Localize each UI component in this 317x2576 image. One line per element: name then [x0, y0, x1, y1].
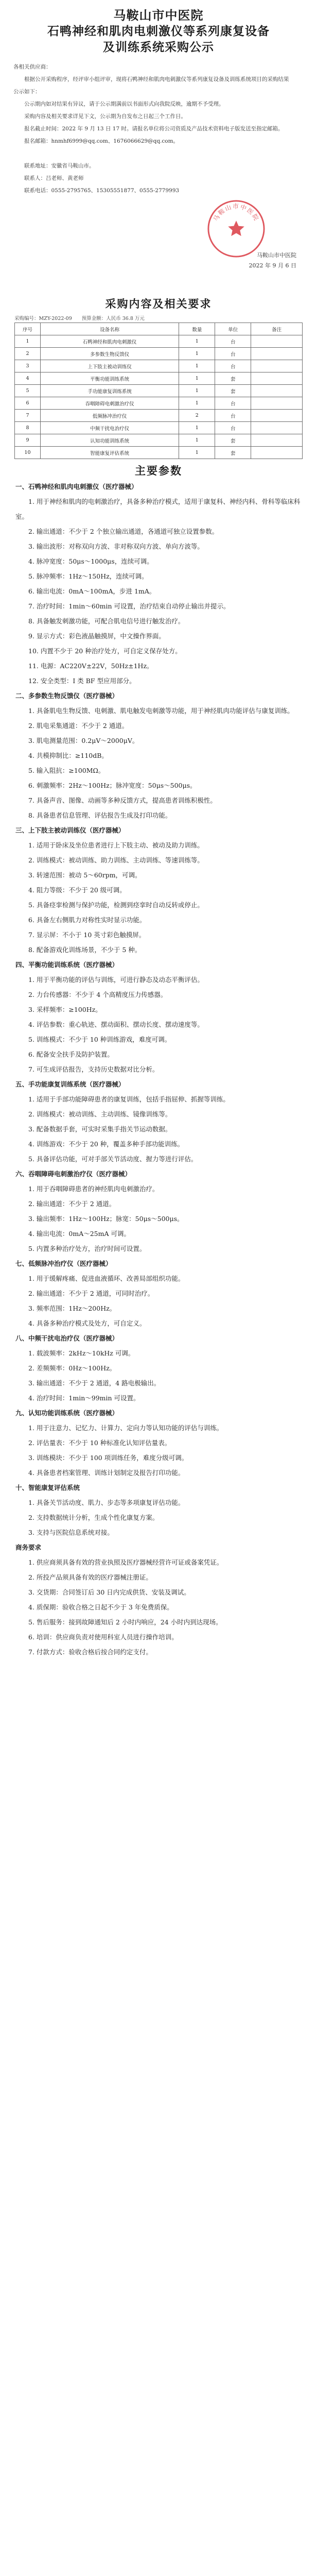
- table-cell: 5: [15, 385, 41, 397]
- param-heading: 二、多参数生物反馈仪（医疗器械）: [15, 692, 119, 700]
- contact-person: 联系人：吕老师、黄老师: [24, 175, 84, 181]
- param-line: 12. 安全类型：I 类 BF 型应用部分。: [28, 677, 136, 685]
- param-line: 6. 输出电流：0mA～100mA，步进 1mA。: [28, 587, 156, 595]
- table-cell: 台: [215, 422, 251, 434]
- param-line: 3. 采样频率：≥100Hz。: [28, 1006, 102, 1013]
- table-cell: [251, 360, 303, 372]
- param-line: 1. 适用于卧床及坐位患者进行上下肢主动、被动及助力训练。: [28, 841, 204, 849]
- section-title-parameters: 主要参数: [135, 464, 182, 477]
- table-cell: 台: [215, 360, 251, 372]
- param-line: 3. 频率范围：1Hz～200Hz。: [28, 1304, 116, 1312]
- param-line: 3. 输出频率：1Hz～100Hz；脉宽：50μs～500μs。: [28, 1215, 184, 1223]
- table-meta: 采购编号：MZY-2022-09 预算金额：人民币 36.8 万元: [14, 316, 145, 321]
- param-line: 3. 交货期：合同签订后 30 日内完成供货、安装及调试。: [28, 1588, 190, 1596]
- table-cell: 1: [179, 335, 215, 348]
- param-line: 1. 用于吞咽障碍患者的神经肌肉电刺激治疗。: [28, 1185, 159, 1193]
- param-line: 2. 输出通道：不少于 2 通道，可同时治疗。: [28, 1290, 154, 1297]
- param-heading: 八、中频干扰电治疗仪（医疗器械）: [15, 1334, 119, 1342]
- table-cell: 台: [215, 335, 251, 348]
- param-line: 7. 治疗时间：1min～60min 可设置，治疗结束自动停止输出并提示。: [28, 602, 230, 610]
- param-line: 2. 差频频率：0Hz～100Hz。: [28, 1364, 116, 1372]
- table-cell: [251, 422, 303, 434]
- param-heading: 一、石鸭神经和肌肉电刺激仪（医疗器械）: [15, 483, 138, 490]
- table-row: [15, 360, 303, 372]
- table-row: [15, 434, 303, 447]
- param-heading: 四、平衡功能训练系统（医疗器械）: [15, 961, 119, 969]
- col-header: 单位: [215, 323, 251, 335]
- table-cell: 2: [15, 348, 41, 360]
- param-heading: 七、低频脉冲治疗仪（医疗器械）: [15, 1260, 112, 1267]
- table-row: [15, 335, 303, 348]
- param-line: 6. 具备左右侧肌力对称性实时显示功能。: [28, 916, 146, 924]
- param-line: 2. 输出通道：不少于 2 个独立输出通道，各通道可独立设置参数。: [28, 528, 219, 535]
- table-cell: [251, 335, 303, 348]
- table-cell: 吞咽障碍电刺激治疗仪: [40, 397, 179, 410]
- param-line: 4. 输出电流：0mA～25mA 可调。: [28, 1230, 130, 1238]
- param-line: 3. 输出通道：不少于 2 通道，4 路电极输出。: [28, 1379, 161, 1387]
- contact-phone: 联系电话：0555-2795765、15305551877、0555-2779993: [24, 188, 180, 194]
- table-cell: 4: [15, 372, 41, 385]
- table-cell: 套: [215, 385, 251, 397]
- table-cell: 6: [15, 397, 41, 410]
- table-cell: 手功能康复训练系统: [40, 385, 179, 397]
- param-line: 3. 支持与医院信息系统对接。: [28, 1529, 114, 1536]
- param-heading: 三、上下肢主被动训练仪（医疗器械）: [15, 826, 125, 834]
- table-cell: 10: [15, 447, 41, 459]
- contact-address: 联系地址：安徽省马鞍山市。: [24, 163, 95, 169]
- param-line: 10. 内置不少于 20 种治疗处方，可自定义保存处方。: [28, 647, 182, 655]
- table-row: [15, 385, 303, 397]
- table-cell: [251, 397, 303, 410]
- table-cell: 1: [179, 348, 215, 360]
- param-line: 11. 电源：AC220V±22V，50Hz±1Hz。: [28, 662, 153, 670]
- param-line: 2. 输出通道：不少于 2 通道。: [28, 1200, 116, 1208]
- notice-paragraph: 采购内容及相关要求详见下文，公示期为自发布之日起三个工作日。: [24, 113, 186, 120]
- table-cell: 套: [215, 372, 251, 385]
- table-cell: 多参数生物反馈仪: [40, 348, 179, 360]
- col-header: 设备名称: [40, 323, 179, 335]
- param-line: 3. 训练模块：不少于 100 项训练任务，难度分级可调。: [28, 1454, 188, 1462]
- header-line-1: 马鞍山市中医院: [113, 8, 204, 23]
- param-heading: 六、吞咽障碍电刺激治疗仪（医疗器械）: [15, 1170, 132, 1178]
- param-line: 1. 载波频率：2kHz～10kHz 可调。: [28, 1349, 135, 1357]
- table-cell: 低频脉冲治疗仪: [40, 410, 179, 422]
- table-cell: 石鸭神经和肌肉电刺激仪: [40, 335, 179, 348]
- param-line: 9. 显示方式：彩色液晶触摸屏，中文操作界面。: [28, 632, 165, 640]
- param-line: 6. 刺激频率：2Hz～100Hz；脉冲宽度：50μs～500μs。: [28, 782, 197, 789]
- table-cell: 套: [215, 447, 251, 459]
- col-header: 数量: [179, 323, 215, 335]
- param-heading: 十、智能康复评估系统: [15, 1484, 80, 1492]
- param-line: 2. 所投产品须具备有效的医疗器械注册证。: [28, 1573, 152, 1581]
- param-line: 4. 治疗时间：1min～99min 可设置。: [28, 1394, 140, 1402]
- table-cell: 3: [15, 360, 41, 372]
- table-cell: 智能康复评估系统: [40, 447, 179, 459]
- table-cell: [251, 410, 303, 422]
- table-cell: 1: [15, 335, 41, 348]
- param-line: 1. 供应商须具备有效的营业执照及医疗器械经营许可证或备案凭证。: [28, 1558, 223, 1566]
- table-cell: 中频干扰电治疗仪: [40, 422, 179, 434]
- table-cell: 8: [15, 422, 41, 434]
- table-row: [15, 348, 303, 360]
- col-header: 备注: [251, 323, 303, 335]
- table-row: [15, 410, 303, 422]
- param-line: 4. 质保期：验收合格之日起不少于 3 年免费质保。: [28, 1603, 173, 1611]
- table-cell: [251, 447, 303, 459]
- table-cell: 平衡功能训练系统: [40, 372, 179, 385]
- notice-paragraph: 报名邮箱：hnmhf6999@qq.com、1676066629@qq.com。: [24, 138, 179, 144]
- notice-block: [13, 61, 291, 197]
- notice-paragraph: 报名截止时间：2022 年 9 月 13 日 17 时。请报名单位将公司资质及产品技术资料电子版发送至指定邮箱。: [24, 126, 284, 132]
- table-cell: 上下肢主被动训练仪: [40, 360, 179, 372]
- table-cell: 7: [15, 410, 41, 422]
- signer-date: 2022 年 9 月 6 日: [249, 262, 296, 269]
- param-line: 4. 训练游戏：不少于 20 种，覆盖多种手部功能训练。: [28, 1140, 184, 1148]
- param-heading: 五、手功能康复训练系统（医疗器械）: [15, 1080, 125, 1088]
- param-line: 2. 力台传感器：不少于 4 个高精度压力传感器。: [28, 991, 167, 998]
- param-line: 6. 配备安全扶手及防护装置。: [28, 1050, 114, 1058]
- document-header: [0, 7, 317, 55]
- signer-block: [183, 250, 296, 271]
- notice-greeting: 各相关供应商：: [13, 64, 51, 70]
- param-line: 4. 共模抑制比：≥110dB。: [28, 752, 108, 759]
- param-line: 1. 具备关节活动度、肌力、步态等多项康复评估功能。: [28, 1499, 185, 1506]
- procurement-table: [14, 323, 303, 459]
- param-line: 7. 具备声音、图像、动画等多种反馈方式，提高患者训练积极性。: [28, 796, 217, 804]
- param-line: 1. 用于平衡功能的评估与训练，可进行静态及动态平衡评估。: [28, 976, 204, 984]
- signer-org: 马鞍山市中医院: [257, 252, 296, 259]
- param-line: 2. 训练模式：被动训练、助力训练、主动训练、等速训练等。: [28, 856, 204, 864]
- table-cell: 套: [215, 434, 251, 447]
- param-line: 8. 具备患者信息管理、评估报告生成及打印功能。: [28, 811, 172, 819]
- table-cell: 台: [215, 410, 251, 422]
- table-row: [15, 447, 303, 459]
- table-cell: 2: [179, 410, 215, 422]
- seal-text: 马鞍山市中医院: [212, 202, 261, 223]
- param-line: 8. 配备游戏化训练场景，不少于 5 种。: [28, 946, 142, 954]
- contact-block: [13, 160, 291, 197]
- param-line: 1. 用于缓解疼痛、促进血液循环、改善局部组织功能。: [28, 1275, 185, 1282]
- param-line: 5. 脉冲频率：1Hz～150Hz，连续可调。: [28, 572, 148, 580]
- param-line: 5. 具备评估功能，可对手部关节活动度、握力等进行评估。: [28, 1155, 198, 1163]
- table-cell: 1: [179, 434, 215, 447]
- table-header-row: [15, 323, 303, 335]
- table-cell: [251, 348, 303, 360]
- parameters-body: [15, 479, 304, 1659]
- param-line: 3. 肌电测量范围：0.2μV～2000μV。: [28, 737, 139, 744]
- param-line: 1. 具备肌电生物反馈、电刺激、肌电触发电刺激等功能，用于神经肌肉功能评估与康复训练。: [28, 707, 294, 715]
- table-cell: 9: [15, 434, 41, 447]
- param-line: 2. 训练模式：被动训练、主动训练、镜像训练等。: [28, 1110, 172, 1118]
- table-cell: 认知功能训练系统: [40, 434, 179, 447]
- table-cell: 1: [179, 422, 215, 434]
- table-row: [15, 397, 303, 410]
- param-line: 3. 转速范围：被动 5～60rpm，可调。: [28, 871, 142, 879]
- table-row: [15, 422, 303, 434]
- header-line-2: 石鸭神经和肌肉电刺激仪等系列康复设备: [47, 24, 270, 38]
- table-cell: 台: [215, 397, 251, 410]
- param-line: 4. 评估参数：重心轨迹、摆动面积、摆动长度、摆动速度等。: [28, 1021, 204, 1028]
- param-heading: 九、认知功能训练系统（医疗器械）: [15, 1409, 119, 1417]
- table-cell: 1: [179, 372, 215, 385]
- param-line: 5. 具备痉挛检测与保护功能，检测到痉挛时自动反转或停止。: [28, 901, 204, 909]
- param-line: 4. 脉冲宽度：50μs～1000μs，连续可调。: [28, 557, 153, 565]
- param-line: 3. 配备数据手套，可实时采集手指关节运动数据。: [28, 1125, 172, 1133]
- table-cell: 1: [179, 385, 215, 397]
- param-line: 6. 培训：供应商负责对使用科室人员进行操作培训。: [28, 1633, 178, 1641]
- param-line: 5. 售后服务：接到故障通知后 2 小时内响应，24 小时内到达现场。: [28, 1618, 222, 1626]
- table-row: [15, 372, 303, 385]
- param-line: 2. 支持数据统计分析，生成个性化康复方案。: [28, 1514, 159, 1521]
- table-cell: [251, 434, 303, 447]
- table-cell: [251, 372, 303, 385]
- param-line: 2. 肌电采集通道：不少于 2 通道。: [28, 722, 129, 730]
- param-line: 8. 具备触发刺激功能，可配合肌电信号进行触发治疗。: [28, 617, 185, 625]
- header-line-3: 及训练系统采购公示: [103, 40, 214, 54]
- param-line: 4. 具备患者档案管理、训练计划制定及报告打印功能。: [28, 1469, 185, 1477]
- table-cell: 1: [179, 360, 215, 372]
- table-cell: 1: [179, 397, 215, 410]
- col-header: 序号: [15, 323, 41, 335]
- notice-paragraph: 公示期内如对结果有异议，请于公示期满前以书面形式向我院反映，逾期不予受理。: [24, 101, 224, 107]
- param-line: 7. 显示屏：不小于 10 英寸彩色触摸屏。: [28, 931, 146, 939]
- param-line: 1. 用于注意力、记忆力、计算力、定向力等认知功能的评估与训练。: [28, 1424, 223, 1432]
- section-title-procurement: 采购内容及相关要求: [105, 297, 212, 310]
- param-line: 1. 用于神经和肌肉的电刺激治疗，具备多种治疗模式，适用于康复科、神经内科、骨科等临床科室。: [15, 498, 301, 520]
- param-line: 5. 训练模式：不少于 10 种训练游戏，难度可调。: [28, 1036, 171, 1043]
- table-cell: 台: [215, 348, 251, 360]
- param-heading: 商务要求: [15, 1544, 42, 1551]
- param-line: 5. 内置多种治疗处方，治疗时间可设置。: [28, 1245, 146, 1252]
- notice-paragraph: 根据公开采购程序，经评审小组评审，现将石鸭神经和肌肉电刺激仪等系列康复设备及训练系统项目的采购结果公示如下：: [13, 76, 289, 95]
- table-cell: [251, 385, 303, 397]
- param-line: 5. 输入阻抗：≥100MΩ。: [28, 767, 105, 774]
- param-line: 2. 评估量表：不少于 10 种标准化认知评估量表。: [28, 1439, 171, 1447]
- param-line: 3. 输出波形：对称双向方波、非对称双向方波、单向方波等。: [28, 543, 204, 550]
- table-cell: 1: [179, 447, 215, 459]
- param-line: 7. 付款方式：验收合格后按合同约定支付。: [28, 1648, 152, 1656]
- param-line: 1. 适用于手部功能障碍患者的康复训练，包括手指屈伸、抓握等训练。: [28, 1095, 230, 1103]
- param-line: 4. 阻力等级：不少于 20 级可调。: [28, 886, 126, 894]
- param-line: 7. 可生成评估报告，支持历史数据对比分析。: [28, 1065, 159, 1073]
- param-line: 4. 具备多种治疗模式及处方，可自定义。: [28, 1319, 146, 1327]
